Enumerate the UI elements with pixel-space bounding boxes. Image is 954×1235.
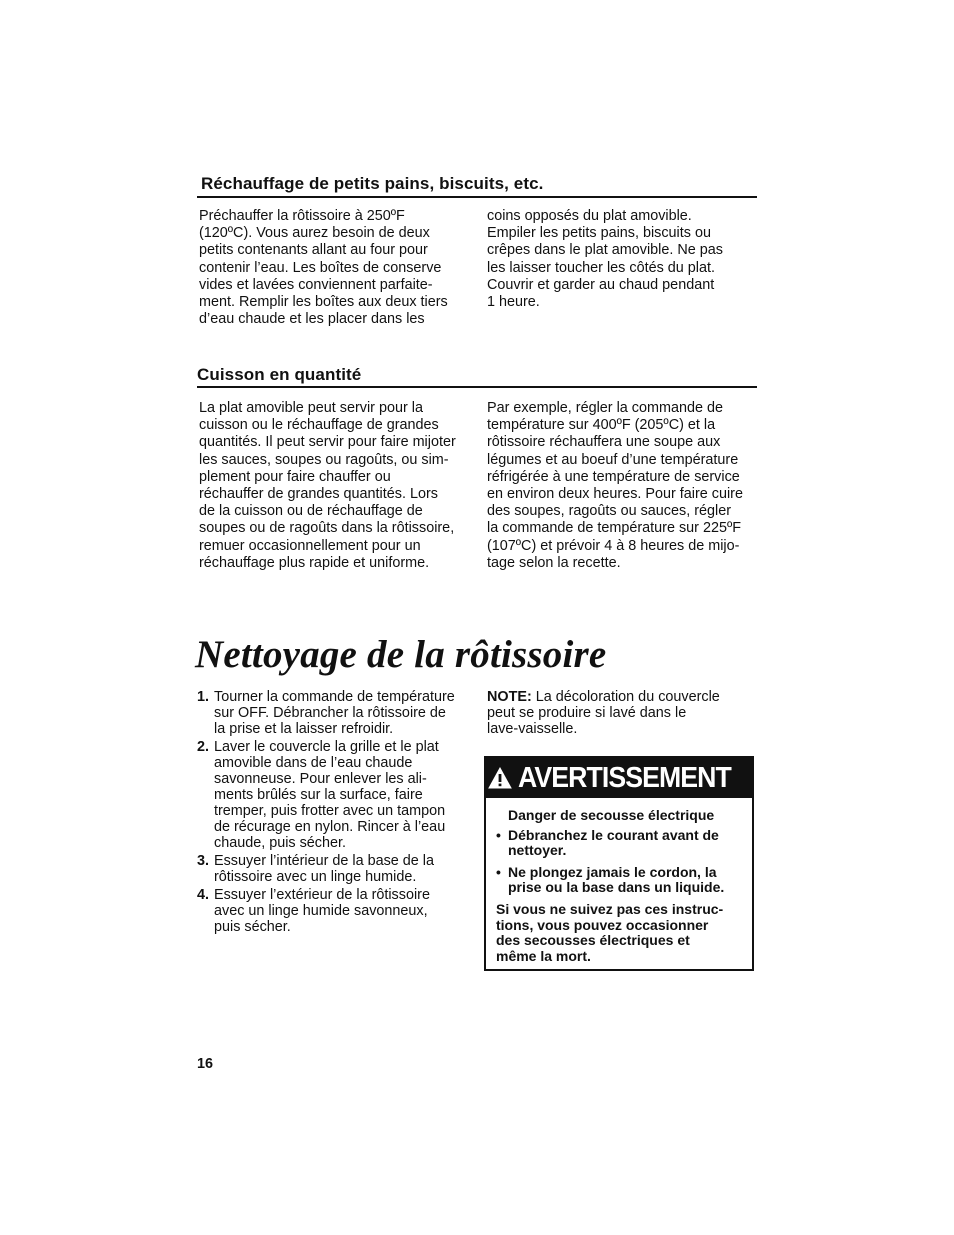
bullet: •: [496, 826, 501, 843]
step-text: Essuyer l’extérieur de la rôtissoire avec un linge humide savonneux, puis sécher.: [214, 887, 430, 935]
warning-bullets: [496, 828, 744, 896]
paragraph: Par exemple, régler la commande de température sur 400ºF (205ºC) et la rôtissoire réchauffera une soupe aux légumes et au boeuf d’une température réfrigérée à une température de service en environ deux heures. Pour faire cuire des soupes, ragoûts ou sauces, régler la commande de température sur 225ºF (107ºC) et prévoir 4 à 8 heures de mijo- tage selon la recette.: [487, 400, 743, 571]
step-number: 2.: [197, 739, 210, 755]
warning-footer: Si vous ne suivez pas ces instruc- tions, vous pouvez occasionner des secousses électriques et même la mort.: [496, 900, 724, 964]
paragraph: Préchauffer la rôtissoire à 250ºF (120ºC). Vous aurez besoin de deux petits contenants allant au four pour contenir l’eau. Les boîtes de conserve vides et lavées conviennent parfaite- ment. Remplir les boîtes aux deux tiers d’eau chaude et les placer dans les: [199, 208, 448, 328]
paragraph: La plat amovible peut servir pour la cuisson ou le réchauffage de grandes quantités. Il peut servir pour faire mijoter les sauces, soupes ou ragoûts, ou sim- plement pour faire chauffer ou réchauffer de grandes quantités. Lors de la cuisson ou de réchauffage de soupes ou de ragoûts dans la rôtissoire, remuer occasionnellement pour un réchauffage plus rapide et uniforme.: [199, 400, 456, 571]
page-title-cleaning: Nettoyage de la rôtissoire: [195, 633, 607, 676]
bulk-cooking-text-right: [487, 400, 759, 572]
list-item: [197, 689, 477, 737]
page-number: 16: [197, 1056, 214, 1072]
steps-list: [197, 689, 477, 935]
bullet-text: Débranchez le courant avant de nettoyer.: [508, 826, 719, 859]
warning-body: [486, 798, 752, 964]
warning-triangle-icon: [488, 767, 512, 789]
reheating-text-right: [487, 208, 757, 311]
bullet: •: [496, 863, 501, 880]
step-text: Essuyer l’intérieur de la base de la rôtissoire avec un linge humide.: [214, 853, 434, 885]
note-text: La décoloration du couvercle peut se produire si lavé dans le lave-vaisselle.: [487, 689, 720, 737]
section-heading-reheating: Réchauffage de petits pains, biscuits, etc.: [201, 174, 544, 193]
step-text: Tourner la commande de température sur OFF. Débrancher la rôtissoire de la prise et la laisser refroidir.: [214, 689, 455, 737]
cleaning-steps: [197, 689, 477, 937]
warning-header: [486, 758, 752, 798]
reheating-text-left: [199, 208, 474, 328]
note-label: NOTE:: [487, 689, 532, 705]
step-text: Laver le couvercle la grille et le plat amovible dans de l’eau chaude savonneuse. Pour enlever les ali- ments brûlés sur la surface, faire tremper, puis frotter avec un tampon de récurage en nylon. Rincer à l’eau chaude, puis sécher.: [214, 739, 446, 851]
list-item: [197, 887, 477, 935]
step-number: 3.: [197, 853, 210, 869]
step-number: 1.: [197, 689, 210, 705]
bullet-text: Ne plongez jamais le cordon, la prise ou la base dans un liquide.: [508, 863, 725, 896]
warning-box: [484, 756, 754, 971]
list-item: [496, 865, 744, 896]
list-item: [197, 853, 477, 885]
warning-title: AVERTISSEMENT: [518, 761, 732, 794]
list-item: [496, 828, 744, 859]
note: [487, 689, 757, 737]
section-divider: [197, 196, 757, 198]
paragraph: coins opposés du plat amovible. Empiler les petits pains, biscuits ou crêpes dans le plat amovible. Ne pas les laisser toucher les côtés du plat. Couvrir et garder au chaud pendant 1 heure.: [487, 208, 723, 311]
warning-subtitle: Danger de secousse électrique: [508, 807, 715, 823]
list-item: [197, 739, 477, 851]
section-divider: [197, 386, 757, 388]
step-number: 4.: [197, 887, 210, 903]
bulk-cooking-text-left: [199, 400, 479, 572]
section-heading-bulk-cooking: Cuisson en quantité: [197, 365, 362, 384]
